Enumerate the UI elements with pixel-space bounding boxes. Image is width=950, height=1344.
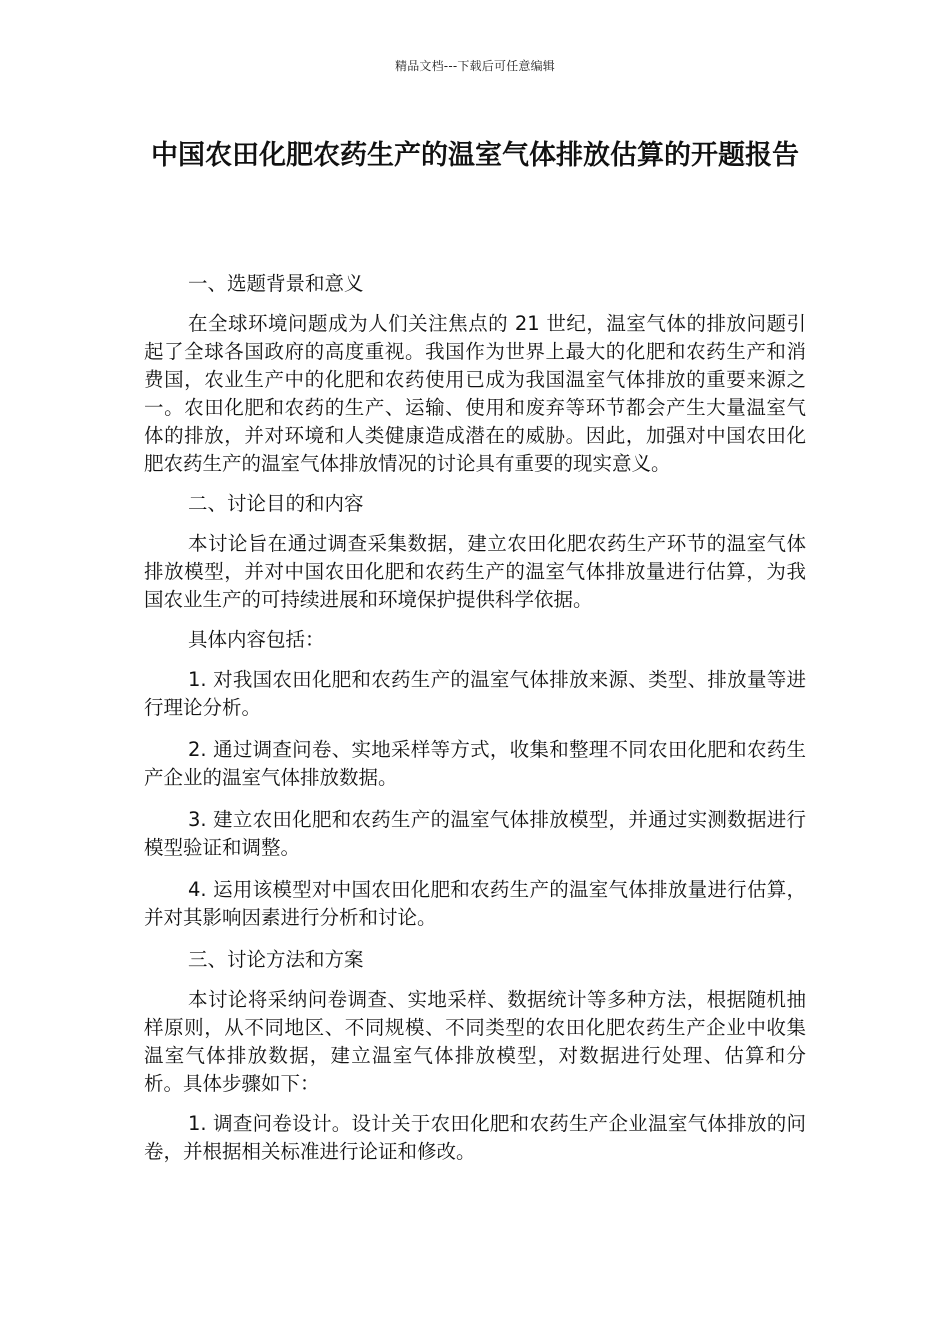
- paragraph-content-intro: 具体内容包括：: [188, 628, 325, 651]
- list-item-content-4: 4. 运用该模型对中国农田化肥和农药生产的温室气体排放量进行估算，并对其影响因素进行分析和讨论。: [144, 878, 806, 929]
- header-note: 精品文档---下载后可任意编辑: [395, 59, 555, 73]
- list-item-step-1: 1. 调查问卷设计。设计关于农田化肥和农药生产企业温室气体排放的问卷，并根据相关标准进行论证和修改。: [144, 1112, 806, 1163]
- section-heading-method: 三、讨论方法和方案: [188, 948, 364, 971]
- section-heading-background: 一、选题背景和意义: [188, 272, 364, 295]
- list-item-content-3: 3. 建立农田化肥和农药生产的温室气体排放模型，并通过实测数据进行模型验证和调整。: [144, 808, 806, 859]
- paragraph-purpose: 本讨论旨在通过调查采集数据，建立农田化肥农药生产环节的温室气体排放模型，并对中国农田化肥和农药生产的温室气体排放量进行估算，为我国农业生产的可持续进展和环境保护提供科学依据。: [144, 532, 806, 611]
- paragraph-method: 本讨论将采纳问卷调查、实地采样、数据统计等多种方法，根据随机抽样原则，从不同地区、不同规模、不同类型的农田化肥农药生产企业中收集温室气体排放数据，建立温室气体排放模型，对数据进行处理、估算和分析。具体步骤如下：: [144, 988, 806, 1095]
- document-title: 中国农田化肥农药生产的温室气体排放估算的开题报告: [151, 140, 799, 171]
- list-item-content-2: 2. 通过调查问卷、实地采样等方式，收集和整理不同农田化肥和农药生产企业的温室气体排放数据。: [144, 738, 806, 789]
- paragraph-background: 在全球环境问题成为人们关注焦点的 21 世纪，温室气体的排放问题引起了全球各国政府的高度重视。我国作为世界上最大的化肥和农药生产和消费国，农业生产中的化肥和农药使用已成为我国温室气体排放的重要来源之一。农田化肥和农药的生产、运输、使用和废弃等环节都会产生大量温室气体的排放，并对环境和人类健康造成潜在的威胁。因此，加强对中国农田化肥农药生产的温室气体排放情况的讨论具有重要的现实意义。: [144, 312, 806, 475]
- document-body: [144, 270, 806, 1180]
- list-item-content-1: 1. 对我国农田化肥和农药生产的温室气体排放来源、类型、排放量等进行理论分析。: [144, 668, 806, 719]
- section-heading-purpose: 二、讨论目的和内容: [188, 492, 364, 515]
